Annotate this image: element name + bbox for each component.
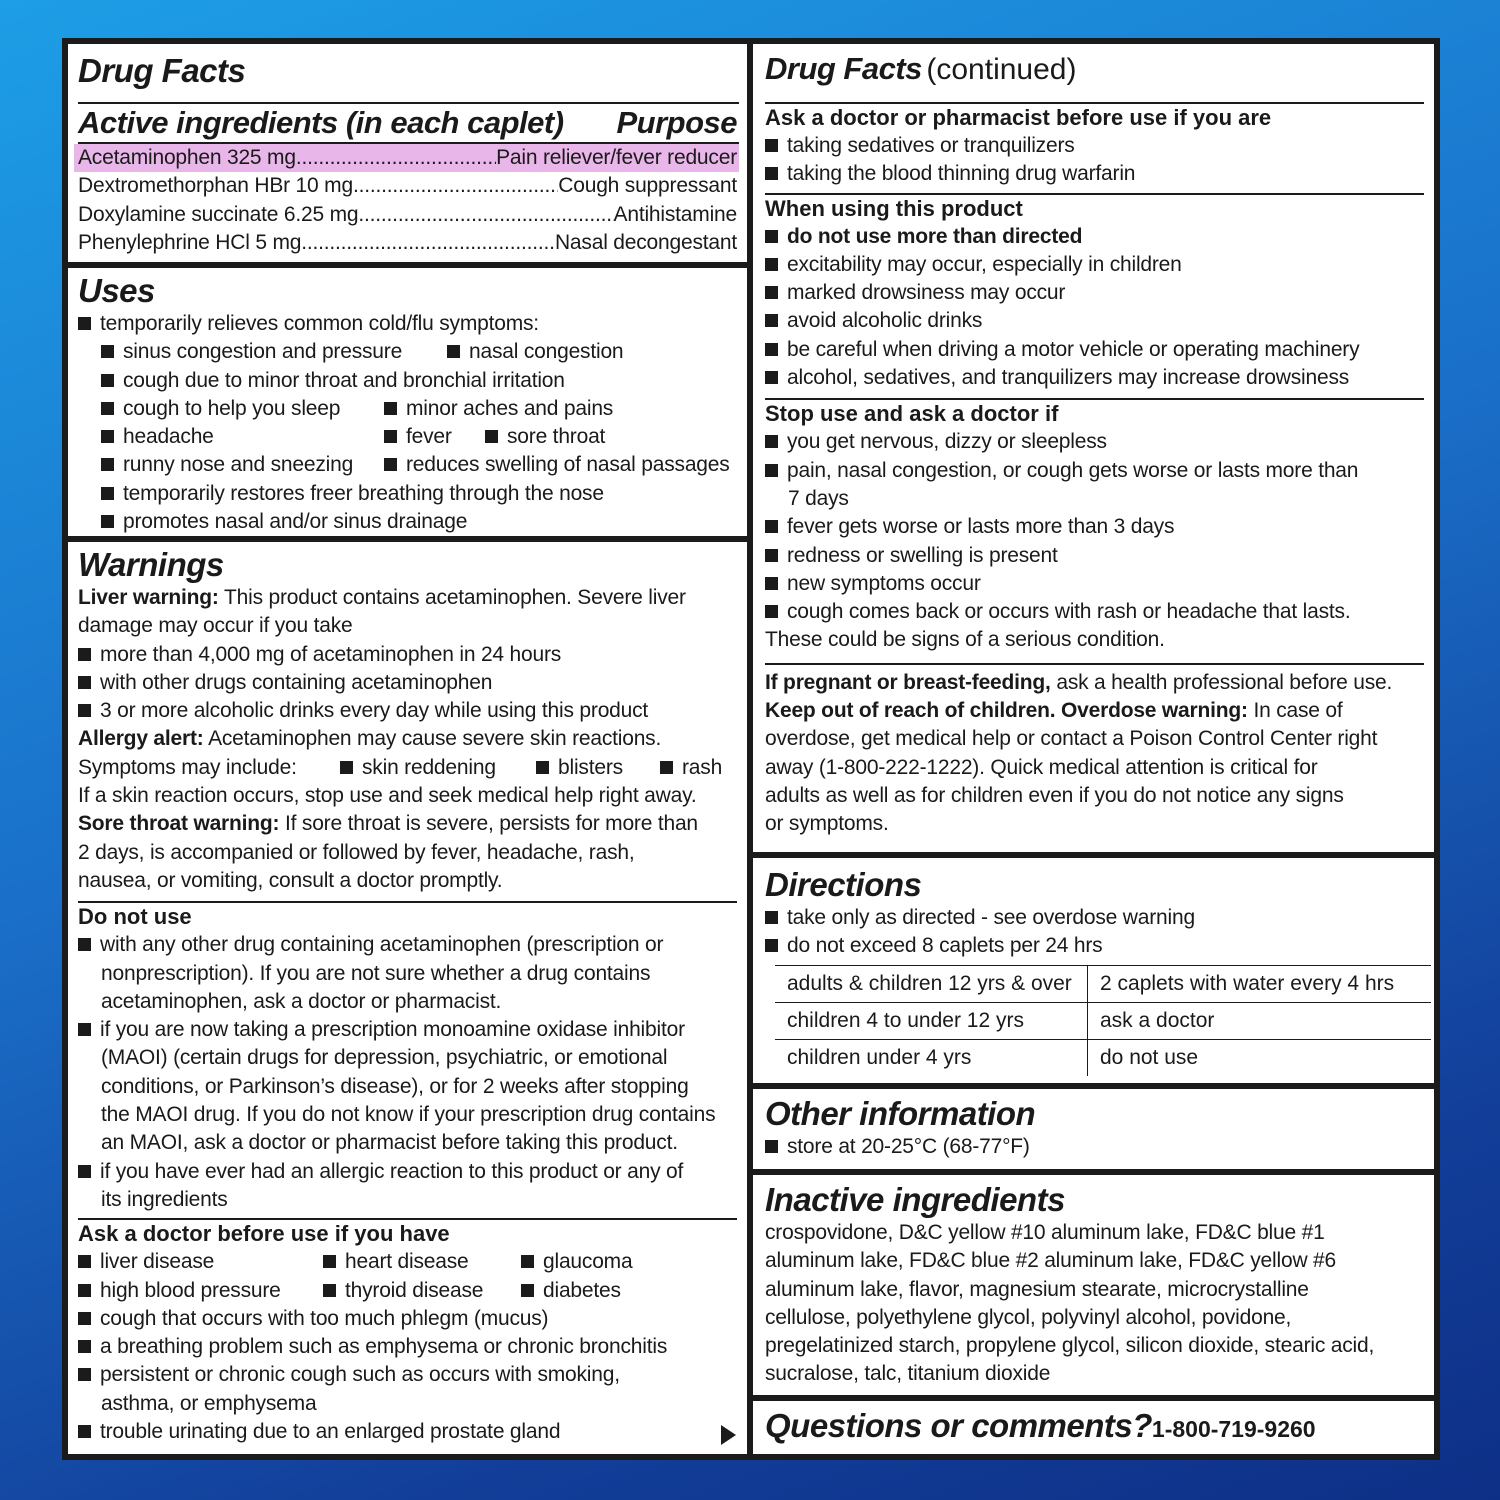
inactive-line: cellulose, polyethylene glycol, polyvinyl alcohol, povidone,	[765, 1305, 1292, 1329]
list-item: with other drugs containing acetaminophen	[78, 669, 747, 697]
inactive-line: crospovidone, D&C yellow #10 aluminum lake, FD&C blue #1	[765, 1221, 1325, 1244]
list-item: taking sedatives or tranquilizers	[765, 132, 1434, 160]
list-item: headache fever sore throat	[78, 423, 747, 451]
inactive-line: sucralose, talc, titanium dioxide	[765, 1362, 1051, 1386]
list-item: fever gets worse or lasts more than 3 days	[765, 513, 1434, 541]
list-item: redness or swelling is present	[765, 542, 1434, 570]
skin-reaction-text: If a skin reaction occurs, stop use and seek medical help right away.	[78, 784, 697, 808]
list-item: sinus congestion and pressure nasal congestion	[78, 338, 747, 366]
list-item: cough comes back or occurs with rash or headache that lasts.	[765, 598, 1434, 626]
questions-phone: 1-800-719-9260	[1151, 1416, 1316, 1442]
list-item-cont: acetaminophen, ask a doctor or pharmacist.	[101, 989, 502, 1013]
do-not-use-title: Do not use	[78, 904, 192, 930]
list-item: if you have ever had an allergic reaction to this product or any of	[78, 1158, 747, 1186]
table-row: children under 4 yrs do not use	[775, 1039, 1431, 1076]
list-item: if you are now taking a prescription monoamine oxidase inhibitor	[78, 1016, 747, 1044]
list-item: runny nose and sneezing reduces swelling of nasal passages	[78, 451, 747, 479]
list-item: cough due to minor throat and bronchial irritation	[78, 367, 747, 395]
questions-label: Questions or comments?	[765, 1407, 1152, 1444]
list-item: do not exceed 8 caplets per 24 hrs	[765, 932, 1434, 960]
directions-title: Directions	[765, 866, 922, 903]
list-item: alcohol, sedatives, and tranquilizers may increase drowsiness	[765, 364, 1434, 392]
list-item: liver disease heart disease glaucoma	[78, 1248, 747, 1276]
list-item-cont: asthma, or emphysema	[101, 1391, 317, 1415]
list-item-cont: nonprescription). If you are not sure whether a drug contains	[101, 961, 651, 985]
list-item: do not use more than directed	[765, 223, 1434, 251]
allergy-alert: Allergy alert: Acetaminophen may cause severe skin reactions.	[78, 727, 662, 751]
sore-throat-warning: Sore throat warning: If sore throat is severe, persists for more than	[78, 812, 698, 836]
list-item-cont: (MAOI) (certain drugs for depression, psychiatric, or emotional	[101, 1046, 668, 1070]
drug-facts-title: Drug Facts	[78, 52, 246, 89]
list-item: cough that occurs with too much phlegm (mucus)	[78, 1305, 747, 1333]
list-item: with any other drug containing acetaminophen (prescription or	[78, 931, 747, 959]
uses-section	[68, 268, 747, 536]
drug-facts-panel	[62, 38, 1440, 1460]
inactive-line: pregelatinized starch, propylene glycol, silicon dioxide, stearic acid,	[765, 1334, 1375, 1358]
inactive-line: aluminum lake, FD&C blue #2 aluminum lake, FD&C yellow #6	[765, 1249, 1337, 1273]
when-using-title: When using this product	[765, 195, 1023, 221]
list-item: avoid alcoholic drinks	[765, 307, 1434, 335]
list-item: more than 4,000 mg of acetaminophen in 24 hours	[78, 641, 747, 669]
list-item: take only as directed - see overdose warning	[765, 904, 1434, 932]
ingredient-row: Dextromethorphan HBr 10 mg ..... Cough suppressant	[78, 172, 737, 200]
dosage-table	[775, 965, 1431, 1076]
overdose-warning: Keep out of reach of children. Overdose warning: In case of	[765, 699, 1343, 723]
ask-doctor-are-title: Ask a doctor or pharmacist before use if you are	[765, 105, 1272, 130]
list-item: new symptoms occur	[765, 570, 1434, 598]
drug-facts-continued-section	[753, 44, 1434, 852]
list-item: be careful when driving a motor vehicle or operating machinery	[765, 336, 1434, 364]
list-item-cont: 7 days	[788, 486, 849, 510]
list-item: high blood pressure thyroid disease diabetes	[78, 1277, 747, 1305]
list-item: marked drowsiness may occur	[765, 279, 1434, 307]
continued-label: (continued)	[926, 53, 1077, 86]
drug-facts-continued-title: Drug Facts	[765, 51, 922, 86]
list-item-cont: its ingredients	[101, 1187, 228, 1211]
liver-warning: Liver warning: This product contains acetaminophen. Severe liver	[78, 586, 686, 609]
list-item: 3 or more alcoholic drinks every day while using this product	[78, 697, 747, 725]
overdose-text: overdose, get medical help or contact a Poison Control Center right	[765, 727, 1378, 751]
warnings-title: Warnings	[78, 546, 224, 583]
list-item: cough to help you sleep minor aches and pains	[78, 395, 747, 423]
stop-use-title: Stop use and ask a doctor if	[765, 401, 1059, 427]
list-item: trouble urinating due to an enlarged prostate gland	[78, 1418, 747, 1446]
other-information-title: Other information	[765, 1095, 1036, 1132]
ask-doctor-have-title: Ask a doctor before use if you have	[78, 1221, 450, 1247]
directions-section	[753, 858, 1434, 1083]
list-item: temporarily restores freer breathing through the nose	[78, 480, 747, 508]
stop-note: These could be signs of a serious condition.	[765, 628, 1165, 652]
list-item: pain, nasal congestion, or cough gets worse or lasts more than	[765, 457, 1434, 485]
warnings-section	[68, 542, 747, 1454]
other-information-section	[753, 1089, 1434, 1169]
overdose-text: adults as well as for children even if you do not notice any signs	[765, 783, 1344, 807]
list-item-cont: the MAOI drug. If you do not know if your prescription drug contains	[101, 1103, 716, 1127]
questions-section	[753, 1401, 1434, 1454]
purpose-heading: Purpose	[616, 105, 737, 140]
list-item: you get nervous, dizzy or sleepless	[765, 428, 1434, 456]
ingredient-row: Doxylamine succinate 6.25 mg ..... Antihistamine	[78, 201, 737, 229]
inactive-line: aluminum lake, flavor, magnesium stearate, microcrystalline	[765, 1277, 1309, 1301]
overdose-text: or symptoms.	[765, 812, 889, 836]
table-row: children 4 to under 12 yrs ask a doctor	[775, 1002, 1431, 1039]
list-item: a breathing problem such as emphysema or chronic bronchitis	[78, 1333, 747, 1361]
overdose-text: away (1-800-222-1222). Quick medical attention is critical for	[765, 755, 1318, 779]
pregnant-warning: If pregnant or breast-feeding, ask a health professional before use.	[765, 670, 1393, 694]
sore-throat-cont: 2 days, is accompanied or followed by fever, headache, rash,	[78, 840, 635, 864]
list-item: promotes nasal and/or sinus drainage	[78, 508, 747, 536]
table-row: adults & children 12 yrs & over 2 caplets with water every 4 hrs	[775, 965, 1431, 1002]
inactive-ingredients-section	[753, 1175, 1434, 1395]
ingredient-row: Phenylephrine HCl 5 mg ..... Nasal decongestant	[78, 229, 737, 257]
symptoms-row: Symptoms may include: skin reddening blisters rash	[78, 755, 723, 779]
inactive-ingredients-title: Inactive ingredients	[765, 1181, 1065, 1218]
active-ingredients-heading: Active ingredients (in each caplet)	[78, 105, 564, 140]
liver-warning-cont: damage may occur if you take	[78, 614, 353, 638]
uses-title: Uses	[78, 272, 155, 309]
list-item: store at 20-25°C (68-77°F)	[765, 1133, 1434, 1161]
continue-arrow-icon	[719, 1424, 737, 1446]
ingredient-row: Acetaminophen 325 mg ..... Pain reliever/fever reducer	[74, 144, 739, 172]
sore-throat-cont: nausea, or vomiting, consult a doctor promptly.	[78, 868, 503, 892]
list-item: taking the blood thinning drug warfarin	[765, 160, 1434, 188]
list-item: persistent or chronic cough such as occurs with smoking,	[78, 1361, 747, 1389]
list-item: temporarily relieves common cold/flu symptoms:	[78, 310, 747, 338]
list-item-cont: an MAOI, ask a doctor or pharmacist before taking this product.	[101, 1131, 678, 1155]
list-item-cont: conditions, or Parkinson’s disease), or for 2 weeks after stopping	[101, 1074, 689, 1098]
list-item: excitability may occur, especially in children	[765, 251, 1434, 279]
active-ingredients-section	[68, 44, 747, 262]
